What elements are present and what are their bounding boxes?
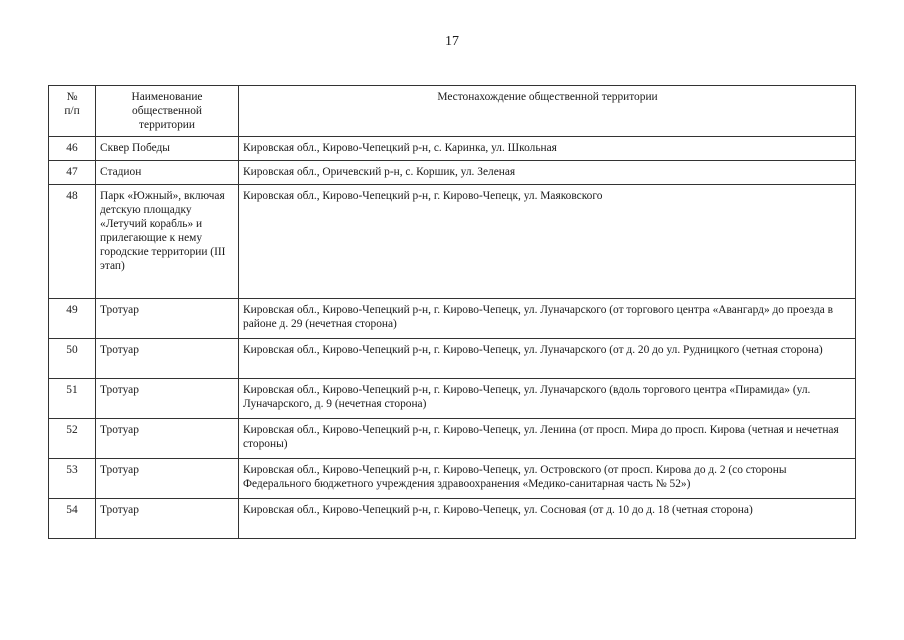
- table-row: [49, 185, 856, 299]
- row-name: Сквер Победы: [96, 137, 239, 161]
- header-num: № п/п: [49, 86, 96, 137]
- table-row: [49, 299, 856, 339]
- row-location: Кировская обл., Кирово-Чепецкий р-н, г. Кирово-Чепецк, ул. Луначарского (вдоль торгового центра «Пирамида» (ул. Луначарского, д. 9 (нечетная сторона): [239, 379, 856, 419]
- row-num: 54: [49, 499, 96, 539]
- row-name: Тротуар: [96, 379, 239, 419]
- row-name: Тротуар: [96, 339, 239, 379]
- row-location: Кировская обл., Кирово-Чепецкий р-н, г. Кирово-Чепецк, ул. Ленина (от просп. Мира до просп. Кирова (четная и нечетная стороны): [239, 419, 856, 459]
- row-num: 53: [49, 459, 96, 499]
- table-row: [49, 499, 856, 539]
- header-location: Местонахождение общественной территории: [239, 86, 856, 137]
- table-header-row: [49, 86, 856, 137]
- row-name: Парк «Южный», включая детскую площадку «Летучий корабль» и прилегающие к нему городские территории (III этап): [96, 185, 239, 299]
- row-num: 46: [49, 137, 96, 161]
- row-name: Тротуар: [96, 499, 239, 539]
- row-num: 47: [49, 161, 96, 185]
- row-location: Кировская обл., Оричевский р-н, с. Коршик, ул. Зеленая: [239, 161, 856, 185]
- row-name: Тротуар: [96, 459, 239, 499]
- row-name: Стадион: [96, 161, 239, 185]
- row-num: 50: [49, 339, 96, 379]
- row-num: 51: [49, 379, 96, 419]
- row-location: Кировская обл., Кирово-Чепецкий р-н, г. Кирово-Чепецк, ул. Островского (от просп. Кирова до д. 2 (со стороны Федерального бюджетного учреждения здравоохранения «Медико-санитарная часть № 52»): [239, 459, 856, 499]
- table-row: [49, 459, 856, 499]
- row-location: Кировская обл., Кирово-Чепецкий р-н, г. Кирово-Чепецк, ул. Сосновая (от д. 10 до д. 18 (четная сторона): [239, 499, 856, 539]
- row-location: Кировская обл., Кирово-Чепецкий р-н, с. Каринка, ул. Школьная: [239, 137, 856, 161]
- page-number: 17: [445, 34, 459, 49]
- table-row: [49, 137, 856, 161]
- table-row: [49, 419, 856, 459]
- row-name: Тротуар: [96, 419, 239, 459]
- table-row: [49, 161, 856, 185]
- row-num: 52: [49, 419, 96, 459]
- row-location: Кировская обл., Кирово-Чепецкий р-н, г. Кирово-Чепецк, ул. Луначарского (от д. 20 до ул. Рудницкого (четная сторона): [239, 339, 856, 379]
- table-row: [49, 379, 856, 419]
- territories-table: [48, 85, 856, 539]
- header-name: Наименование общественной территории: [96, 86, 239, 137]
- row-location: Кировская обл., Кирово-Чепецкий р-н, г. Кирово-Чепецк, ул. Маяковского: [239, 185, 856, 299]
- row-num: 49: [49, 299, 96, 339]
- row-num: 48: [49, 185, 96, 299]
- row-name: Тротуар: [96, 299, 239, 339]
- table-row: [49, 339, 856, 379]
- row-location: Кировская обл., Кирово-Чепецкий р-н, г. Кирово-Чепецк, ул. Луначарского (от торгового центра «Авангард» до проезда в районе д. 29 (нечетная сторона): [239, 299, 856, 339]
